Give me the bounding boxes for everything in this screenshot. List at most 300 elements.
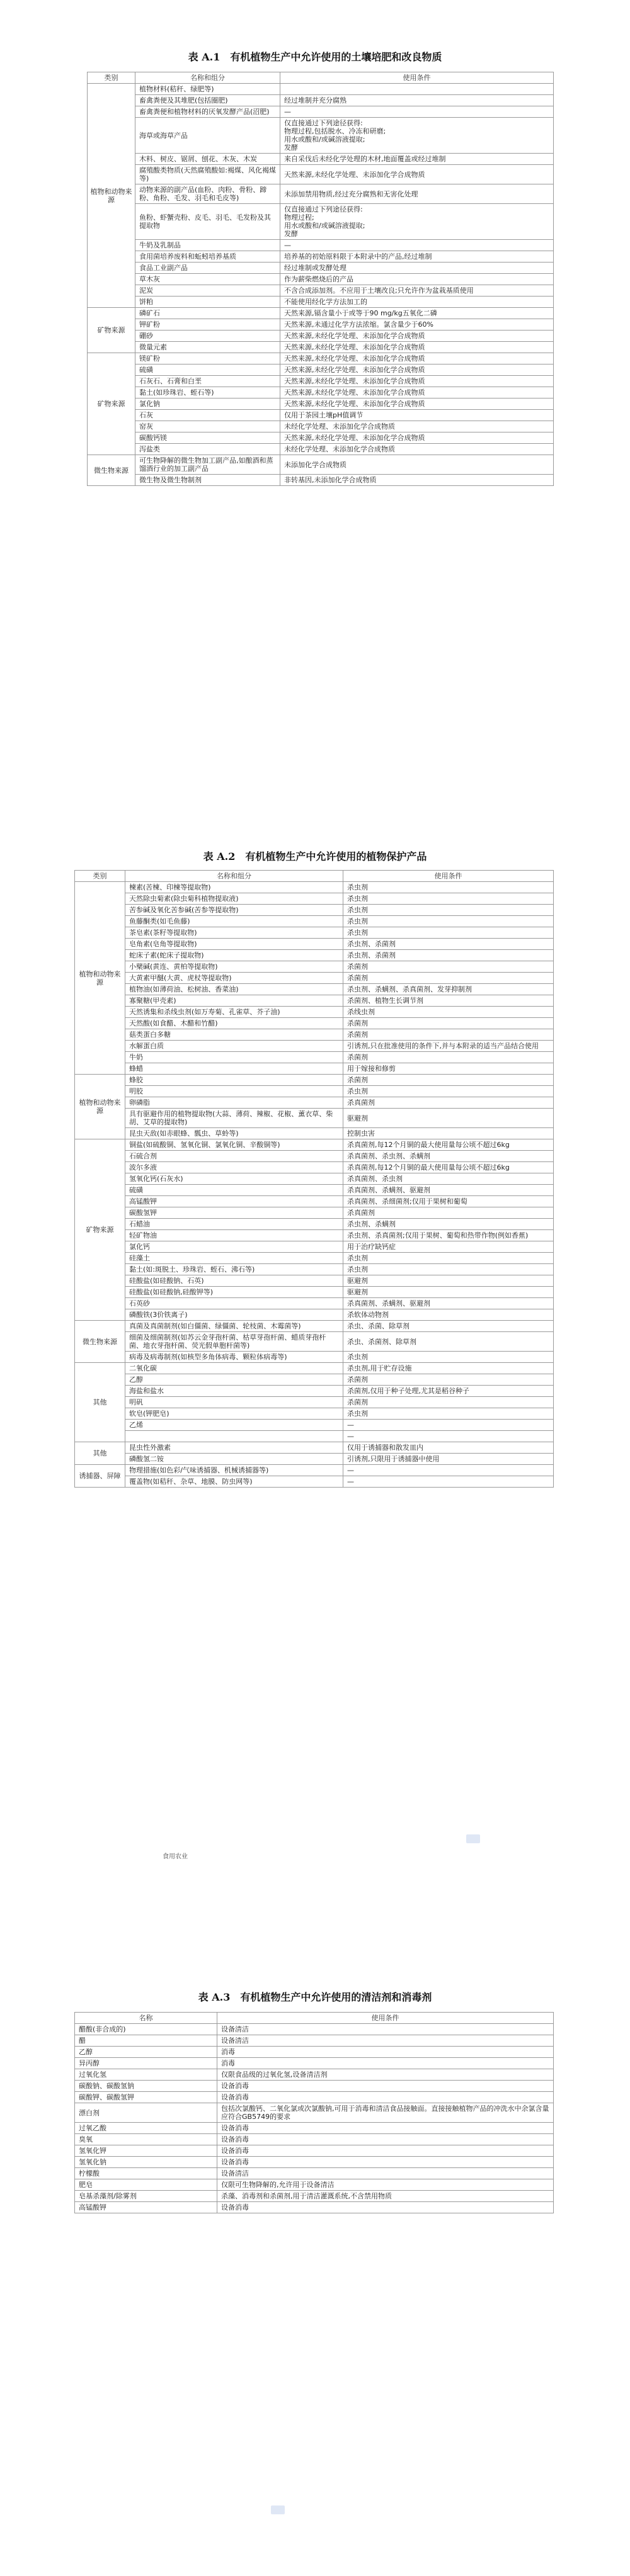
item-name-cell: 物理措施(如色彩/气味诱捕器、机械诱捕器等) — [125, 1465, 343, 1476]
item-name-cell: 天然酸(如食醋、木醋和竹醋) — [125, 1018, 343, 1029]
table-row — [75, 927, 554, 939]
table-row — [75, 1151, 554, 1162]
item-name-cell: 泻盐类 — [135, 444, 280, 455]
table-row — [75, 2134, 554, 2145]
table-row — [75, 1287, 554, 1298]
item-name-cell: 腐殖酸类物质(天然腐殖酸如:褐煤、风化褐煤等) — [135, 165, 280, 184]
item-name-cell: 窑灰 — [135, 421, 280, 432]
usage-condition-cell: 杀真菌剂、杀虫剂 — [343, 1173, 554, 1185]
header-condition: 使用条件 — [343, 871, 554, 882]
category-cell: 植物和动物来源 — [88, 84, 135, 308]
table-row — [75, 1420, 554, 1431]
usage-condition-cell: 杀真菌剂,每12个月铜的最大使用量每公顷不超过6kg — [343, 1162, 554, 1173]
item-name-cell: 柠檬酸 — [75, 2168, 217, 2179]
item-name-cell: 泥炭 — [135, 285, 280, 297]
usage-condition-cell: 天然来源,未经化学处理、未添加化学合成物质 — [280, 398, 554, 410]
table-row — [88, 118, 554, 154]
usage-condition-cell: 包括次氯酸钙、二氧化氯或次氯酸钠,可用于消毒和清洁食品接触面。直接接触植物产品的冲洗水中余氯含量应符合GB5749的要求 — [217, 2103, 554, 2123]
item-name-cell: 铜盐(如硫酸铜、氢氧化铜、氯氧化铜、辛酸铜等) — [125, 1139, 343, 1151]
category-cell: 微生物来源 — [88, 455, 135, 486]
usage-condition-cell: 不含合成添加剂。不应用于土壤改良;只允许作为盆栽基质使用 — [280, 285, 554, 297]
table-row — [75, 1219, 554, 1230]
usage-condition-cell: 设备清洁 — [217, 2035, 554, 2047]
usage-condition-cell: 杀虫剂、杀螨剂、杀真菌剂、发芽抑制剂 — [343, 984, 554, 995]
usage-condition-cell: 天然来源,未经化学处理、未添加化学合成物质 — [280, 364, 554, 376]
usage-condition-cell: 杀菌剂 — [343, 973, 554, 984]
table-row — [88, 421, 554, 432]
item-name-cell: 卵磷脂 — [125, 1097, 343, 1109]
header-condition: 使用条件 — [217, 2013, 554, 2024]
usage-condition-cell: 杀虫剂 — [343, 1253, 554, 1264]
usage-condition-cell: 仅用于诱捕器和散发皿内 — [343, 1442, 554, 1454]
usage-condition-cell: 天然来源,未经化学处理、未添加化学合成物质 — [280, 330, 554, 342]
item-name-cell: 石英砂 — [125, 1298, 343, 1309]
item-name-cell: 高锰酸钾 — [75, 2202, 217, 2213]
item-name-cell: 石灰 — [135, 410, 280, 421]
table-row — [75, 1029, 554, 1041]
item-name-cell: 饼粕 — [135, 297, 280, 308]
item-name-cell: 黏土(如:斑脱土、珍珠岩、蛭石、沸石等) — [125, 1264, 343, 1275]
item-name-cell: 乙烯 — [125, 1420, 343, 1431]
table-row — [75, 1162, 554, 1173]
usage-condition-cell: 天然来源,未经化学处理、未添加化学合成物质 — [280, 432, 554, 444]
usage-condition-cell: 杀虫、杀菌剂、除草剂 — [343, 1332, 554, 1352]
usage-condition-cell: 设备消毒 — [217, 2145, 554, 2157]
table-row — [75, 2069, 554, 2081]
table-row — [75, 1374, 554, 1386]
usage-condition-cell: 杀虫剂 — [343, 1086, 554, 1097]
table-row — [75, 1128, 554, 1139]
item-name-cell: 过氧化氢 — [75, 2069, 217, 2081]
table-row — [75, 905, 554, 916]
usage-condition-cell: 杀虫剂,用于贮存设施 — [343, 1363, 554, 1374]
item-name-cell: 真菌及真菌制剂(如白僵菌、绿僵菌、轮枝菌、木霉菌等) — [125, 1321, 343, 1332]
item-name-cell: 细菌及细菌制剂(如苏云金芽孢杆菌、枯草芽孢杆菌、蜡质芽孢杆菌、地衣芽孢杆菌、荧光假单胞杆菌等) — [125, 1332, 343, 1352]
table-row — [88, 342, 554, 353]
item-name-cell: 小檗碱(黄连、黄柏等提取物) — [125, 961, 343, 973]
table-row — [75, 2123, 554, 2134]
watermark-icon — [466, 1834, 480, 1843]
item-name-cell: 醋 — [75, 2035, 217, 2047]
usage-condition-cell: 设备消毒 — [217, 2157, 554, 2168]
usage-condition-cell: — — [343, 1420, 554, 1431]
table-row — [75, 893, 554, 905]
table-row — [75, 2179, 554, 2191]
usage-condition-cell: 杀虫剂 — [343, 1264, 554, 1275]
item-name-cell: 氢氧化钠 — [75, 2157, 217, 2168]
table-row — [75, 1253, 554, 1264]
usage-condition-cell: 杀虫剂、杀菌剂 — [343, 950, 554, 961]
usage-condition-cell: 杀菌剂 — [343, 1052, 554, 1063]
item-name-cell: 食品工业副产品 — [135, 263, 280, 274]
usage-condition-cell: — — [343, 1465, 554, 1476]
usage-condition-cell: 天然来源,未经化学处理、未添加化学合成物质 — [280, 376, 554, 387]
usage-condition-cell: 杀虫剂、杀真菌剂;仅用于果树、葡萄和热带作物(例如香蕉) — [343, 1230, 554, 1241]
table3-cleaning-agents — [74, 2012, 554, 2213]
item-name-cell: 鱼藤酮类(如毛鱼藤) — [125, 916, 343, 927]
usage-condition-cell: 作为薪柴燃烧后的产品 — [280, 274, 554, 285]
item-name-cell: 菇类蛋白多糖 — [125, 1029, 343, 1041]
item-name-cell: 茶皂素(茶籽等提取物) — [125, 927, 343, 939]
usage-condition-cell: 杀真菌剂、杀细菌剂;仅用于果树和葡萄 — [343, 1196, 554, 1207]
usage-condition-cell: 引诱剂,只在批准使用的条件下,并与本附录的适当产品结合使用 — [343, 1041, 554, 1052]
item-name-cell: 异丙醇 — [75, 2058, 217, 2069]
table2-title: 表 A.2 有机植物生产中允许使用的植物保护产品 — [203, 850, 427, 862]
header-condition: 使用条件 — [280, 72, 554, 84]
table-row — [88, 204, 554, 240]
item-name-cell: 大黄素甲醚(大黄、虎杖等提取物) — [125, 973, 343, 984]
item-name-cell: 磷酸氢二铵 — [125, 1454, 343, 1465]
item-name-cell: 硅酸盐(如硅酸钠,硅酸钾等) — [125, 1287, 343, 1298]
table-row — [75, 1363, 554, 1374]
category-cell: 植物和动物来源 — [75, 1075, 125, 1139]
item-name-cell: 牛奶 — [125, 1052, 343, 1063]
usage-condition-cell: 杀藻、消毒剂和杀菌剂,用于清洁灌溉系统,不含禁用物质 — [217, 2191, 554, 2202]
table-row — [88, 184, 554, 204]
table-row — [88, 376, 554, 387]
usage-condition-cell: 设备消毒 — [217, 2202, 554, 2213]
usage-condition-cell: 控制虫害 — [343, 1128, 554, 1139]
table-row — [75, 1321, 554, 1332]
item-name-cell: 波尔多液 — [125, 1162, 343, 1173]
table-row — [88, 297, 554, 308]
usage-condition-cell: 杀虫剂 — [343, 882, 554, 893]
usage-condition-cell: 设备清洁 — [217, 2024, 554, 2035]
item-name-cell: 碳酸钾、碳酸氢钾 — [75, 2092, 217, 2103]
table-row — [75, 961, 554, 973]
category-cell: 其他 — [75, 1442, 125, 1465]
item-name-cell: 氯化钠 — [135, 398, 280, 410]
table-row — [75, 984, 554, 995]
header-name: 名称和组分 — [125, 871, 343, 882]
item-name-cell: 水解蛋白质 — [125, 1041, 343, 1052]
item-name-cell: 微量元素 — [135, 342, 280, 353]
table-row — [75, 1454, 554, 1465]
usage-condition-cell: 杀虫剂、杀菌剂 — [343, 939, 554, 950]
item-name-cell: 明矾 — [125, 1397, 343, 1408]
item-name-cell: 肥皂 — [75, 2179, 217, 2191]
category-cell: 植物和动物来源 — [75, 882, 125, 1075]
table-row — [75, 1264, 554, 1275]
item-name-cell: 木料、树皮、锯屑、刨花、木灰、木炭 — [135, 154, 280, 165]
item-name-cell: 磷矿石 — [135, 308, 280, 319]
item-name-cell: 鱼粉、虾蟹壳粉、皮毛、羽毛、毛发粉及其提取物 — [135, 204, 280, 240]
item-name-cell: 氯化钙 — [125, 1241, 343, 1253]
table-row — [75, 939, 554, 950]
header-category: 类别 — [88, 72, 135, 84]
table-row — [75, 995, 554, 1007]
table-row — [75, 2202, 554, 2213]
table-row — [75, 1408, 554, 1420]
category-cell: 矿物来源 — [88, 308, 135, 353]
item-name-cell: 微生物及微生物制剂 — [135, 475, 280, 486]
item-name-cell: 苦参碱及氧化苦参碱(苦参等提取物) — [125, 905, 343, 916]
table-row — [88, 475, 554, 486]
table-row — [88, 444, 554, 455]
item-name-cell: 硫磺 — [125, 1185, 343, 1196]
usage-condition-cell: 杀菌剂、植物生长调节剂 — [343, 995, 554, 1007]
table-row — [88, 398, 554, 410]
table-row — [88, 353, 554, 364]
item-name-cell: 二氧化碳 — [125, 1363, 343, 1374]
item-name-cell: 碳酸钠、碳酸氢钠 — [75, 2081, 217, 2092]
item-name-cell: 蜂蜡 — [125, 1063, 343, 1075]
table-row — [88, 364, 554, 376]
usage-condition-cell: 杀真菌剂 — [343, 1207, 554, 1219]
category-cell: 矿物来源 — [75, 1139, 125, 1321]
usage-condition-cell: 杀虫剂 — [343, 1352, 554, 1363]
usage-condition-cell: 天然来源,未经化学处理、未添加化学合成物质 — [280, 353, 554, 364]
item-name-cell: 病毒及病毒制剂(如核型多角体病毒、颗粒体病毒等) — [125, 1352, 343, 1363]
usage-condition-cell: 杀线虫剂 — [343, 1007, 554, 1018]
item-name-cell: 醋酸(非合成的) — [75, 2024, 217, 2035]
item-name-cell: 蛇床子素(蛇床子提取物) — [125, 950, 343, 961]
item-name-cell: 植物材料(秸秆、绿肥等) — [135, 84, 280, 95]
table-row — [75, 1018, 554, 1029]
item-name-cell: 石灰石、石膏和白垩 — [135, 376, 280, 387]
usage-condition-cell: 杀菌剂 — [343, 1075, 554, 1086]
item-name-cell — [125, 1431, 343, 1442]
usage-condition-cell: 驱避剂 — [343, 1109, 554, 1128]
item-name-cell: 氢氧化钾 — [75, 2145, 217, 2157]
item-name-cell: 乙醇 — [125, 1374, 343, 1386]
usage-condition-cell: 杀真菌剂、杀虫剂、杀螨剂 — [343, 1151, 554, 1162]
usage-condition-cell: 经过堆制并充分腐熟 — [280, 95, 554, 106]
table-row — [75, 2058, 554, 2069]
item-name-cell: 硅酸盐(如硅酸钠、石英) — [125, 1275, 343, 1287]
table-row — [88, 387, 554, 398]
table-row — [75, 1007, 554, 1018]
item-name-cell: 氢氧化钙(石灰水) — [125, 1173, 343, 1185]
table-row — [75, 2103, 554, 2123]
item-name-cell: 明胶 — [125, 1086, 343, 1097]
table-row — [75, 1063, 554, 1075]
table-row — [75, 1207, 554, 1219]
table-row — [75, 1086, 554, 1097]
overlay-note: 食用农业 — [161, 1851, 189, 1860]
table-row — [75, 2035, 554, 2047]
usage-condition-cell: 仅直接通过下列途径获得: 物理过程; 用水或酸和/或碱溶液提取; 发酵 — [280, 204, 554, 240]
usage-condition-cell — [280, 84, 554, 95]
table-row — [75, 2081, 554, 2092]
table1-title: 表 A.1 有机植物生产中允许使用的土壤培肥和改良物质 — [188, 51, 442, 63]
table-row — [75, 2024, 554, 2035]
item-name-cell: 牛奶及乳制品 — [135, 240, 280, 251]
item-name-cell: 镁矿粉 — [135, 353, 280, 364]
usage-condition-cell: 用于治疗缺钙症 — [343, 1241, 554, 1253]
table-row — [88, 165, 554, 184]
item-name-cell: 植物油(如薄荷油、松树油、香菜油) — [125, 984, 343, 995]
usage-condition-cell: 杀虫剂 — [343, 905, 554, 916]
usage-condition-cell: 杀真菌剂、杀螨剂、驱避剂 — [343, 1185, 554, 1196]
usage-condition-cell: 设备消毒 — [217, 2092, 554, 2103]
table-row — [88, 154, 554, 165]
item-name-cell: 蜂胶 — [125, 1075, 343, 1086]
item-name-cell: 乙醇 — [75, 2047, 217, 2058]
table1-soil-amendments — [87, 72, 554, 486]
item-name-cell: 漂白剂 — [75, 2103, 217, 2123]
item-name-cell: 昆虫天敌(如赤眼蜂、瓢虫、草蛉等) — [125, 1128, 343, 1139]
usage-condition-cell: 消毒 — [217, 2047, 554, 2058]
item-name-cell: 楝素(苦楝、印楝等提取物) — [125, 882, 343, 893]
category-cell: 矿物来源 — [88, 353, 135, 455]
table-row — [75, 1431, 554, 1442]
item-name-cell: 可生物降解的微生物加工副产品,如酿酒和蒸馏酒行业的加工副产品 — [135, 455, 280, 475]
table-row — [88, 95, 554, 106]
usage-condition-cell: 引诱剂,只限用于诱捕器中使用 — [343, 1454, 554, 1465]
item-name-cell: 过氧乙酸 — [75, 2123, 217, 2134]
table-row — [88, 84, 554, 95]
table-row — [75, 1139, 554, 1151]
table-row — [88, 251, 554, 263]
table-row — [75, 1241, 554, 1253]
usage-condition-cell: 设备消毒 — [217, 2081, 554, 2092]
item-name-cell: 寡聚糖(甲壳素) — [125, 995, 343, 1007]
table-row — [75, 1332, 554, 1352]
table-row — [88, 285, 554, 297]
usage-condition-cell: 天然来源,未经化学处理、未添加化学合成物质 — [280, 387, 554, 398]
table-row — [75, 882, 554, 893]
usage-condition-cell: 杀菌剂 — [343, 1374, 554, 1386]
table-row — [88, 263, 554, 274]
item-name-cell: 高锰酸钾 — [125, 1196, 343, 1207]
item-name-cell: 昆虫性外激素 — [125, 1442, 343, 1454]
table3-title: 表 A.3 有机植物生产中允许使用的清洁剂和消毒剂 — [198, 1991, 432, 2003]
usage-condition-cell: 仅用于茶园土壤pH值调节 — [280, 410, 554, 421]
item-name-cell: 天然除虫菊素(除虫菊科植物提取液) — [125, 893, 343, 905]
table-row — [75, 1075, 554, 1086]
usage-condition-cell: 设备消毒 — [217, 2134, 554, 2145]
table-row — [75, 1173, 554, 1185]
usage-condition-cell: 仅直接通过下列途径获得: 物理过程,包括脱水、冷冻和研磨; 用水或酸和/或碱溶液提取; 发酵 — [280, 118, 554, 154]
table2-plant-protection — [74, 870, 554, 1488]
category-cell: 诱捕器、屏障 — [75, 1465, 125, 1488]
header-category: 类别 — [75, 871, 125, 882]
table-row — [75, 1185, 554, 1196]
usage-condition-cell: 杀真菌剂、杀螨剂、驱避剂 — [343, 1298, 554, 1309]
table-header-row — [75, 2013, 554, 2024]
header-name: 名称 — [75, 2013, 217, 2024]
usage-condition-cell: 杀菌剂 — [343, 1018, 554, 1029]
table-row — [75, 1386, 554, 1397]
table-row — [88, 432, 554, 444]
usage-condition-cell: 用于嫁接和修剪 — [343, 1063, 554, 1075]
table-row — [75, 950, 554, 961]
usage-condition-cell: 杀真菌剂,每12个月铜的最大使用量每公顷不超过6kg — [343, 1139, 554, 1151]
usage-condition-cell: 驱避剂 — [343, 1275, 554, 1287]
table-header-row — [88, 72, 554, 84]
watermark-icon — [271, 2505, 285, 2514]
table-row — [88, 319, 554, 330]
usage-condition-cell: 天然来源,未通过化学方法浓缩。氯含量少于60% — [280, 319, 554, 330]
item-name-cell: 硅藻土 — [125, 1253, 343, 1264]
usage-condition-cell: 杀虫剂 — [343, 1408, 554, 1420]
table-row — [88, 455, 554, 475]
item-name-cell: 海盐和盐水 — [125, 1386, 343, 1397]
usage-condition-cell: 驱避剂 — [343, 1287, 554, 1298]
item-name-cell: 硫磺 — [135, 364, 280, 376]
table-row — [75, 2145, 554, 2157]
usage-condition-cell: 培养基的初始原料限于本附录中的产品,经过堆制 — [280, 251, 554, 263]
usage-condition-cell: — — [343, 1431, 554, 1442]
table-row — [75, 916, 554, 927]
usage-condition-cell: 不能使用经化学方法加工的 — [280, 297, 554, 308]
item-name-cell: 天然诱集和杀线虫剂(如万寿菊、孔雀草、芥子油) — [125, 1007, 343, 1018]
header-name: 名称和组分 — [135, 72, 280, 84]
item-name-cell: 畜禽粪便和植物材料的厌氧发酵产品(沼肥) — [135, 106, 280, 118]
usage-condition-cell: 杀菌剂 — [343, 961, 554, 973]
usage-condition-cell: 仅限食品级的过氧化氢,设备清洁剂 — [217, 2069, 554, 2081]
table-row — [88, 240, 554, 251]
table-row — [75, 1041, 554, 1052]
table-row — [75, 1230, 554, 1241]
item-name-cell: 软皂(钾肥皂) — [125, 1408, 343, 1420]
item-name-cell: 石硫合剂 — [125, 1151, 343, 1162]
usage-condition-cell: 未添加化学合成物质 — [280, 455, 554, 475]
usage-condition-cell: — — [343, 1476, 554, 1488]
table-row — [75, 1442, 554, 1454]
usage-condition-cell: 杀软体动物剂 — [343, 1309, 554, 1321]
table-row — [75, 1196, 554, 1207]
item-name-cell: 黏土(如珍珠岩、蛭石等) — [135, 387, 280, 398]
usage-condition-cell: — — [280, 106, 554, 118]
usage-condition-cell: 设备清洁 — [217, 2168, 554, 2179]
item-name-cell: 硼砂 — [135, 330, 280, 342]
usage-condition-cell: 杀虫剂 — [343, 893, 554, 905]
usage-condition-cell: 非转基因,未添加化学合成物质 — [280, 475, 554, 486]
table-row — [75, 1097, 554, 1109]
item-name-cell: 碳酸氢钾 — [125, 1207, 343, 1219]
table-row — [75, 2047, 554, 2058]
item-name-cell: 皂基杀藻剂/除雾剂 — [75, 2191, 217, 2202]
table-row — [75, 1052, 554, 1063]
table-row — [75, 1352, 554, 1363]
table-row — [75, 2191, 554, 2202]
item-name-cell: 臭氧 — [75, 2134, 217, 2145]
table-row — [75, 1309, 554, 1321]
usage-condition-cell: 杀菌剂,仅用于种子处理,尤其是稻谷种子 — [343, 1386, 554, 1397]
table-row — [88, 330, 554, 342]
category-cell: 微生物来源 — [75, 1321, 125, 1363]
table-row — [75, 1397, 554, 1408]
usage-condition-cell: 设备消毒 — [217, 2123, 554, 2134]
usage-condition-cell: 经过堆制或发酵处理 — [280, 263, 554, 274]
item-name-cell: 畜禽粪便及其堆肥(包括圈肥) — [135, 95, 280, 106]
usage-condition-cell: 杀虫剂、杀螨剂 — [343, 1219, 554, 1230]
usage-condition-cell: 仅限可生物降解的,允许用于设备清洁 — [217, 2179, 554, 2191]
usage-condition-cell: 杀菌剂 — [343, 1029, 554, 1041]
item-name-cell: 动物来源的副产品(血粉、肉粉、骨粉、蹄粉、角粉、毛发、羽毛和毛皮等) — [135, 184, 280, 204]
item-name-cell: 碳酸钙镁 — [135, 432, 280, 444]
usage-condition-cell: 天然来源,镉含量小于或等于90 mg/kg五氧化二磷 — [280, 308, 554, 319]
item-name-cell: 海草或海草产品 — [135, 118, 280, 154]
table-row — [75, 2168, 554, 2179]
usage-condition-cell: 天然来源,未经化学处理、未添加化学合成物质 — [280, 342, 554, 353]
table-row — [88, 274, 554, 285]
category-cell: 其他 — [75, 1363, 125, 1442]
item-name-cell: 磷酸铁(3价铁离子) — [125, 1309, 343, 1321]
usage-condition-cell: 杀虫剂 — [343, 916, 554, 927]
usage-condition-cell: 杀菌剂 — [343, 1397, 554, 1408]
item-name-cell: 草木灰 — [135, 274, 280, 285]
table-row — [88, 106, 554, 118]
table-row — [88, 410, 554, 421]
item-name-cell: 轻矿物油 — [125, 1230, 343, 1241]
table-row — [75, 1275, 554, 1287]
usage-condition-cell: 未添加禁用物质,经过充分腐熟和无害化处理 — [280, 184, 554, 204]
usage-condition-cell: 来自采伐后未经化学处理的木材,地面覆盖或经过堆制 — [280, 154, 554, 165]
item-name-cell: 石蜡油 — [125, 1219, 343, 1230]
